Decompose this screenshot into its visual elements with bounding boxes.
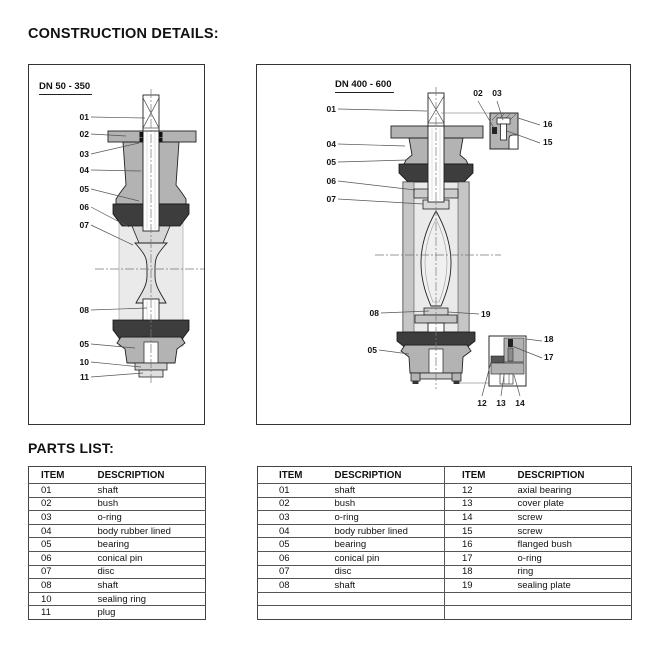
table-cell: 03 <box>29 511 86 525</box>
table-row <box>258 579 632 593</box>
diagram-panel-dn400-600 <box>256 64 631 425</box>
table-cell: 18 <box>445 565 501 579</box>
table-row <box>258 524 632 538</box>
valve-cross-section-drawing-right <box>257 65 630 424</box>
column-header: DESCRIPTION <box>501 467 632 484</box>
bolt <box>411 373 420 381</box>
callout-06: 06 <box>326 176 336 186</box>
table-cell: 06 <box>258 551 314 565</box>
table-cell: 06 <box>29 551 86 565</box>
table-cell: screw <box>501 511 632 525</box>
detail-view-bottom <box>460 336 542 396</box>
table-cell: shaft <box>86 484 206 498</box>
table-cell: 16 <box>445 538 501 552</box>
callout-15: 15 <box>543 137 553 147</box>
table-cell <box>445 592 501 606</box>
callout-07: 07 <box>326 194 336 204</box>
table-cell: 08 <box>29 579 86 593</box>
table-cell: shaft <box>314 484 445 498</box>
table-row <box>258 497 632 511</box>
table-cell: bush <box>314 497 445 511</box>
callout-05: 05 <box>79 184 89 194</box>
table-cell: ring <box>501 565 632 579</box>
callout-03: 03 <box>492 88 502 98</box>
table-cell: 07 <box>258 565 314 579</box>
table-cell: 02 <box>258 497 314 511</box>
table-cell <box>314 592 445 606</box>
table-cell: body rubber lined <box>314 524 445 538</box>
cover-plate-section <box>491 363 524 374</box>
table-cell: 12 <box>445 484 501 498</box>
table-cell: disc <box>86 565 206 579</box>
table-cell: 03 <box>258 511 314 525</box>
table-cell: 15 <box>445 524 501 538</box>
table-cell: bearing <box>314 538 445 552</box>
diagram-range-label: DN 50 - 350 <box>39 81 92 95</box>
parts-table-dn50-350 <box>28 466 206 620</box>
page-title: CONSTRUCTION DETAILS: <box>28 26 219 42</box>
screw-bottom <box>500 374 513 384</box>
header-row <box>29 467 206 484</box>
callout-01: 01 <box>326 104 336 114</box>
table-row <box>258 511 632 525</box>
callout-05b: 05 <box>367 345 377 355</box>
table-cell: sealing plate <box>501 579 632 593</box>
table-row <box>258 551 632 565</box>
table-cell: flanged bush <box>501 538 632 552</box>
screw-head <box>497 118 510 124</box>
callout-17: 17 <box>544 352 554 362</box>
callout-07: 07 <box>79 220 89 230</box>
table-cell: 08 <box>258 579 314 593</box>
table-cell <box>258 592 314 606</box>
axial-bearing-section <box>491 356 504 363</box>
callout-08: 08 <box>79 305 89 315</box>
table-cell: 14 <box>445 511 501 525</box>
table-cell: conical pin <box>314 551 445 565</box>
ring-section <box>504 338 524 362</box>
table-cell: 05 <box>29 538 86 552</box>
table-cell <box>501 592 632 606</box>
table-cell: disc <box>314 565 445 579</box>
column-header: ITEM <box>29 467 86 484</box>
table-cell: 02 <box>29 497 86 511</box>
table-cell <box>501 606 632 620</box>
table-cell: 05 <box>258 538 314 552</box>
callout-04: 04 <box>326 139 336 149</box>
table-row <box>29 524 206 538</box>
table-cell: 04 <box>29 524 86 538</box>
table-cell: body rubber lined <box>86 524 206 538</box>
table-cell: 01 <box>29 484 86 498</box>
table-row <box>258 606 632 620</box>
table-row <box>258 484 632 498</box>
screw-shank <box>501 124 507 140</box>
column-header: ITEM <box>445 467 501 484</box>
bush-section <box>140 132 144 137</box>
callout-05: 05 <box>326 157 336 167</box>
column-header: DESCRIPTION <box>314 467 445 484</box>
callout-03: 03 <box>79 149 89 159</box>
callout-16: 16 <box>543 119 553 129</box>
table-cell: cover plate <box>501 497 632 511</box>
table-cell: o-ring <box>86 511 206 525</box>
header-row <box>258 467 632 484</box>
table-cell: 04 <box>258 524 314 538</box>
table-row <box>29 579 206 593</box>
callout-19: 19 <box>481 309 491 319</box>
table-row <box>258 592 632 606</box>
table-cell: 07 <box>29 565 86 579</box>
valve-cross-section-drawing-left <box>29 65 204 424</box>
callout-11: 11 <box>80 372 89 382</box>
parts-table-dn400-600 <box>257 466 632 620</box>
o-ring-section <box>492 127 497 134</box>
callout-10: 10 <box>79 357 89 367</box>
table-cell: bearing <box>86 538 206 552</box>
table-cell <box>314 606 445 620</box>
table-cell: bush <box>86 497 206 511</box>
column-header: ITEM <box>258 467 314 484</box>
table-row <box>258 538 632 552</box>
table-cell: o-ring <box>314 511 445 525</box>
diagram-range-label: DN 400 - 600 <box>335 79 394 93</box>
table-row <box>29 551 206 565</box>
callout-05b: 05 <box>79 339 89 349</box>
bolt <box>452 373 461 381</box>
callout-18: 18 <box>544 334 554 344</box>
table-row <box>29 538 206 552</box>
table-cell: axial bearing <box>501 484 632 498</box>
table-cell: plug <box>86 606 206 620</box>
table-row <box>29 606 206 620</box>
callout-02: 02 <box>79 129 89 139</box>
callout-13: 13 <box>496 398 506 408</box>
table-cell: sealing ring <box>86 592 206 606</box>
table-row <box>29 592 206 606</box>
diagram-panel-dn50-350 <box>28 64 205 425</box>
table-cell: 13 <box>445 497 501 511</box>
callout-01: 01 <box>79 112 89 122</box>
table-cell: conical pin <box>86 551 206 565</box>
callout-14: 14 <box>515 398 525 408</box>
table-cell: 10 <box>29 592 86 606</box>
callout-02: 02 <box>473 88 483 98</box>
table-cell: shaft <box>314 579 445 593</box>
table-row <box>258 565 632 579</box>
table-cell: 19 <box>445 579 501 593</box>
table-cell: 17 <box>445 551 501 565</box>
table-row <box>29 484 206 498</box>
parts-list-title: PARTS LIST: <box>28 440 114 456</box>
table-cell: 01 <box>258 484 314 498</box>
table-cell: 11 <box>29 606 86 620</box>
table-row <box>29 497 206 511</box>
table-row <box>29 511 206 525</box>
table-cell: shaft <box>86 579 206 593</box>
table-cell <box>258 606 314 620</box>
table-cell: o-ring <box>501 551 632 565</box>
callout-08: 08 <box>369 308 379 318</box>
callout-06: 06 <box>79 202 89 212</box>
table-row <box>29 565 206 579</box>
o-ring-section <box>140 138 144 142</box>
column-header: DESCRIPTION <box>86 467 206 484</box>
table-cell <box>445 606 501 620</box>
table-cell: screw <box>501 524 632 538</box>
callout-04: 04 <box>79 165 89 175</box>
callout-12: 12 <box>477 398 487 408</box>
